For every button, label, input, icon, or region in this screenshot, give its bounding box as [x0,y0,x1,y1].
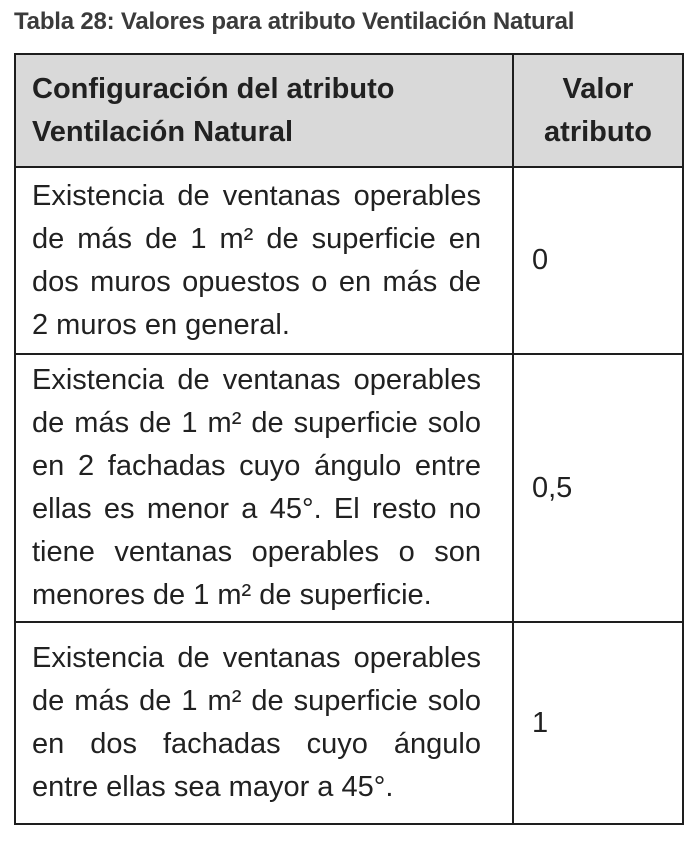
config-cell: Existencia de ventanas operables de más de 1 m² de superficie solo en 2 fachadas cuyo ángulo entre ellas es menor a 45°. El resto no tiene ventanas operables o son menores de 1 m² de superficie. [15,354,513,622]
config-cell: Existencia de ventanas operables de más de 1 m² de superficie solo en dos fachadas cuyo ángulo entre ellas sea mayor a 45°. [15,622,513,824]
column-header-configuration: Configuración del atributo Ventilación Natural [15,54,513,167]
value-cell: 0,5 [513,354,683,622]
table-row [15,622,683,824]
config-cell: Existencia de ventanas operables de más de 1 m² de superficie en dos muros opuestos o en más de 2 muros en general. [15,167,513,354]
value-cell: 0 [513,167,683,354]
table-row [15,167,683,354]
table-row [15,354,683,622]
table-header-row [15,54,683,167]
ventilation-attribute-table [14,53,684,825]
table-caption: Tabla 28: Valores para atributo Ventilación Natural [14,8,575,35]
value-cell: 1 [513,622,683,824]
column-header-value: Valor atributo [513,54,683,167]
